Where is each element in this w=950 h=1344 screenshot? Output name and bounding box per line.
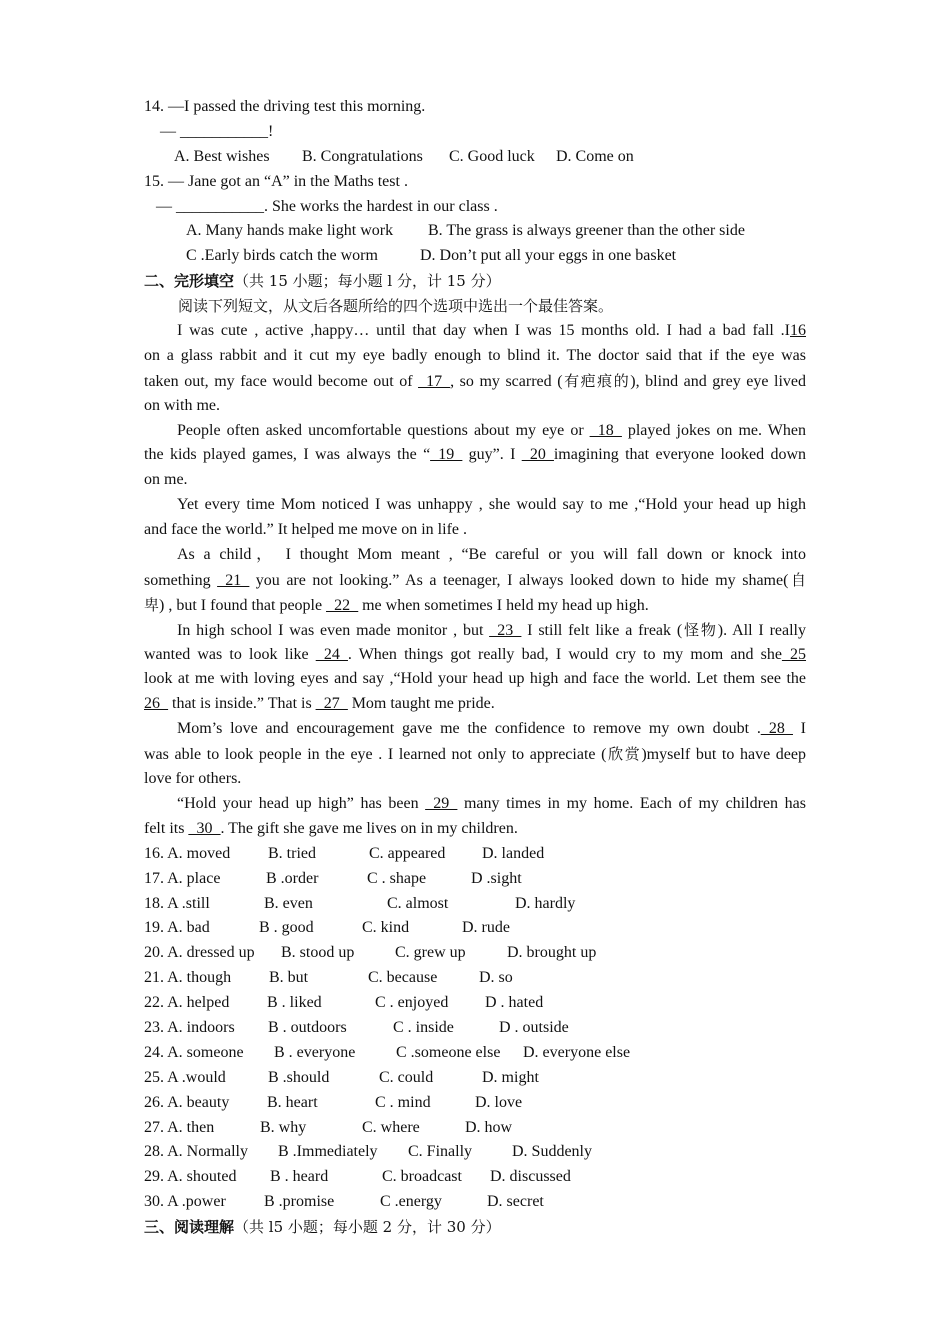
passage-line: taken out, my face would become out of _17_, so my scarred (有疤痕的), blind and grey eye lived [144,371,807,390]
question-row: 30. A .power B .promise C .energy D. secret [144,1193,544,1211]
q14-reply: — ___________! [160,122,274,140]
passage-line: the kids played games, I was always the “_19_ guy”. I _20_imagining that everyone looked down [144,446,807,464]
blank-23: _23_ [489,621,522,639]
section3-title: 三、阅读理解 [144,1218,235,1237]
question-row: 29. A. shouted B . heard C. broadcast D. discussed [144,1168,571,1186]
q14-option-b: B. Congratulations [302,147,423,165]
q15-option-c: C .Early birds catch the worm [186,247,378,265]
passage-line: I was cute , active ,happy… until that day when I was 15 months old. I had a bad fall .I16 [177,322,806,340]
passage-line: was able to look people in the eye . I learned not only to appreciate (欣赏)myself but to have deep [144,745,806,764]
question-row: 25. A .would B .should C. could D. might [144,1068,539,1086]
passage-line: In high school I was even made monitor , but _23_ I still felt like a freak (怪物). All I really [177,620,807,639]
blank-16: 16 [790,322,806,340]
section3-heading [144,1215,806,1240]
blank-29: _29_ [425,794,458,812]
blank-27: _27_ [315,695,348,713]
blank-22: _22_ [326,596,359,614]
q15-reply: — ___________. She works the hardest in our class . [156,197,498,215]
section3-note: （共 l5 小题；每小题 2 分，计 30 分） [234,1218,501,1237]
exam-page [144,95,806,1240]
passage-line: 卑) , but I found that people _22_ me when sometimes I held my head up high. [144,595,649,614]
passage-line: and face the world.” It helped me move on in life . [144,521,467,539]
q14-option-c: C. Good luck [449,147,535,165]
blank-25: _25 [782,645,807,663]
question-row: 28. A. Normally B .Immediately C. Finally D. Suddenly [144,1143,592,1161]
blank-28: _28_ [760,720,793,738]
question-row: 27. A. then B. why C. where D. how [144,1118,513,1136]
passage-line: on with me. [144,396,220,414]
q15-options-row1 [144,219,806,244]
passage-line: look at me with loving eyes and say ,“Hold your head up high and face the world. Let them see the [144,670,806,688]
question-row: 22. A. helped B . liked C . enjoyed D . hated [144,994,544,1012]
q15-option-b: B. The grass is always greener than the other side [428,222,745,240]
question-row: 26. A. beauty B. heart C . mind D. love [144,1093,523,1111]
passage-line: As a child， I thought Mom meant , “Be careful or you will fall down or knock into [177,546,806,564]
passage-line: wanted was to look like _24_. When things got really bad, I would cry to my mom and she_25 [144,645,807,663]
passage-line: something _21_ you are not looking.” As a teenager, I always looked down to hide my shame(自 [144,570,806,589]
passage-line: Mom’s love and encouragement gave me the confidence to remove my own doubt ._28_ I [177,720,807,738]
question-row: 21. A. though B. but C. because D. so [144,969,513,987]
passage-line: felt its _30_. The gift she gave me lives on in my children. [144,819,518,837]
question-row: 19. A. bad B . good C. kind D. rude [144,919,510,937]
question-row: 18. A .still B. even C. almost D. hardly [144,894,576,912]
q14-options [144,145,806,170]
blank-18: _18_ [589,421,622,439]
blank-24: _24_ [315,645,348,663]
q14-option-a: A. Best wishes [174,147,270,165]
blank-26: 26_ [144,695,168,713]
q15-option-d: D. Don’t put all your eggs in one basket [420,247,677,265]
blank-21: _21_ [217,571,250,589]
passage-line: “Hold your head up high” has been _29_ many times in my home. Each of my children has [177,794,806,812]
q15-options-row2 [144,244,806,269]
passage-line: on a glass rabbit and it cut my eye badly enough to blind it. The doctor said that if the eye was [144,346,806,364]
blank-30: _30_ [188,819,221,837]
question-row: 17. A. place B .order C . shape D .sight [144,869,522,887]
q15-stem: 15. — Jane got an “A” in the Maths test . [144,172,408,190]
question-row: 23. A. indoors B . outdoors C . inside D . outside [144,1018,569,1036]
blank-17: _17_ [418,372,451,390]
q15-option-a: A. Many hands make light work [186,222,394,240]
passage-line: love for others. [144,770,242,788]
blank-20: _20_ [521,446,554,464]
question-list [144,842,806,1215]
q14-option-d: D. Come on [556,147,634,165]
section2-note: （共 15 小题；每小题 l 分，计 15 分） [234,272,501,291]
question-row: 16. A. moved B. tried C. appeared D. landed [144,844,545,862]
q14-stem: 14. —I passed the driving test this morning. [144,98,426,115]
section2-instruction: 阅读下列短文，从文后各题所给的四个选项中选出一个最佳答案。 [178,297,614,316]
section2-heading [144,269,806,294]
blank-19: _19_ [430,446,463,464]
passage-line: on me. [144,471,188,489]
question-row: 24. A. someone B . everyone C .someone else D. everyone else [144,1043,631,1061]
passage-line: People often asked uncomfortable questions about my eye or _18_ played jokes on me. When [177,421,806,439]
section2-title: 二、完形填空 [144,272,235,291]
question-row: 20. A. dressed up B. stood up C. grew up D. brought up [144,944,597,962]
passage-line: 26_ that is inside.” That is _27_ Mom taught me pride. [144,695,495,713]
passage-line: Yet every time Mom noticed I was unhappy , she would say to me ,“Hold your head up high [177,496,806,514]
